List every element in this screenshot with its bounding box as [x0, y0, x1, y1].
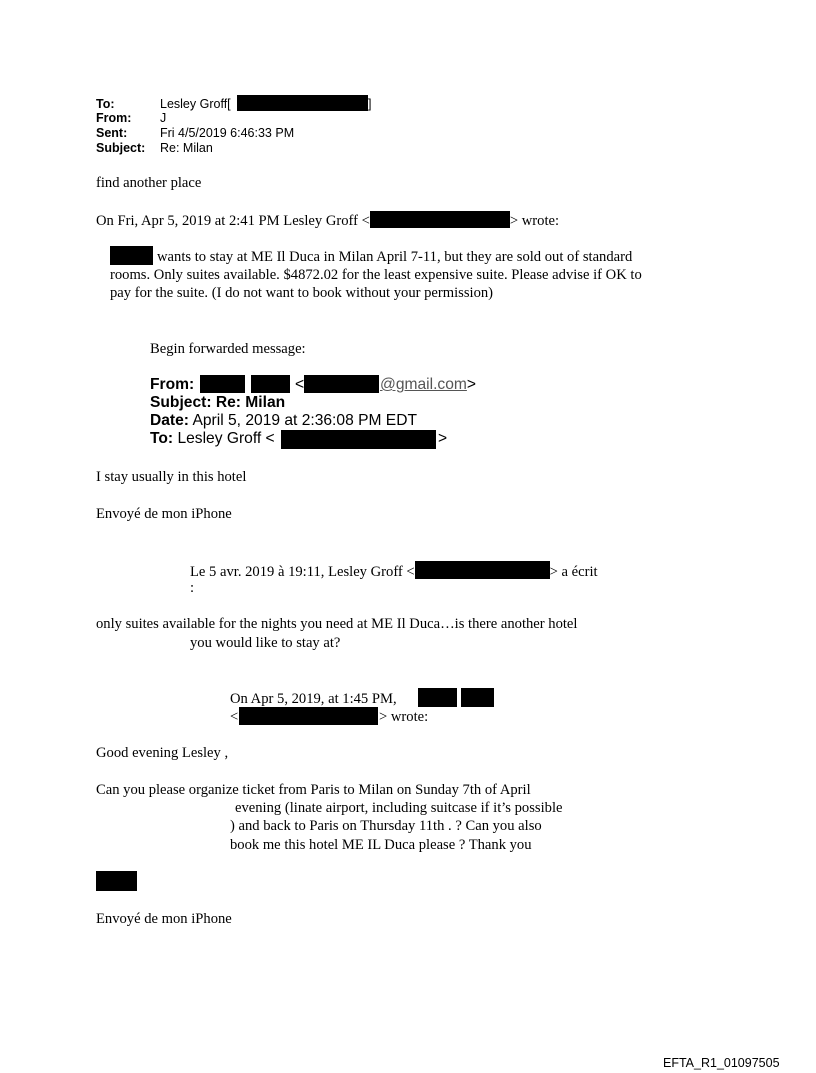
- envoye-2: Envoyé de mon iPhone: [96, 911, 232, 927]
- le5-suffix: > a écrit: [549, 564, 598, 580]
- fw-date-value: April 5, 2019 at 2:36:08 PM EDT: [192, 412, 417, 429]
- fw-to-value: Lesley Groff <: [177, 430, 275, 447]
- redaction-le5-email: [415, 561, 550, 579]
- redaction-name-1: [110, 246, 153, 265]
- fw-to-label: To:: [150, 430, 174, 447]
- bates-number: EFTA_R1_01097505: [663, 1056, 780, 1070]
- redaction-fw-last: [251, 375, 290, 393]
- le5-prefix: Le 5 avr. 2019 à 19:11, Lesley Groff <: [190, 564, 415, 580]
- redaction-sender-last: [461, 688, 494, 707]
- le5-colon: :: [190, 580, 195, 596]
- fw-from-lt: <: [295, 376, 305, 393]
- to-close-bracket: ]: [368, 97, 372, 111]
- subject-label: Subject:: [96, 141, 146, 155]
- from-value: J: [160, 111, 167, 125]
- can-you-2: evening (linate airport, including suitcase if it’s possible: [235, 800, 563, 816]
- reply-text: find another place: [96, 175, 202, 191]
- redaction-signature: [96, 871, 137, 891]
- on-apr5-suffix: > wrote:: [379, 709, 429, 725]
- le5-attribution: [190, 561, 598, 581]
- fw-from-row: [150, 376, 194, 394]
- redaction-to-email: [237, 95, 368, 111]
- sent-label: Sent:: [96, 126, 128, 140]
- only-suites-1: only suites available for the nights you need at ME Il Duca…is there another hotel: [96, 616, 578, 632]
- fw-email-link[interactable]: @gmail.com: [380, 376, 467, 393]
- quote1-prefix: On Fri, Apr 5, 2019 at 2:41 PM Lesley Groff <: [96, 213, 370, 229]
- can-you-3: ) and back to Paris on Thursday 11th . ? Can you also: [230, 818, 542, 834]
- sent-value: Fri 4/5/2019 6:46:33 PM: [160, 126, 295, 140]
- redaction-sender-email: [239, 707, 378, 725]
- fw-subject: [150, 394, 285, 412]
- fw-date-label: Date:: [150, 412, 189, 429]
- redaction-groff-email: [370, 211, 510, 228]
- begin-forwarded: Begin forwarded message:: [150, 341, 306, 357]
- from-label: From:: [96, 111, 132, 125]
- fw-to: [150, 430, 275, 448]
- fw-date: [150, 412, 417, 430]
- quote1-attribution: [96, 211, 559, 230]
- groff-line-2: rooms. Only suites available. $4872.02 for the least expensive suite. Please advise if OK to: [110, 267, 642, 283]
- quote1-suffix: > wrote:: [509, 213, 560, 229]
- envoye-1: Envoyé de mon iPhone: [96, 506, 232, 522]
- redaction-sender-first: [418, 688, 457, 707]
- can-you-1: Can you please organize ticket from Paris to Milan on Sunday 7th of April: [96, 782, 531, 798]
- groff-line-3: pay for the suite. (I do not want to book without your permission): [110, 285, 494, 301]
- good-evening: Good evening Lesley ,: [96, 745, 229, 761]
- on-apr5-line: On Apr 5, 2019, at 1:45 PM,: [230, 691, 397, 707]
- to-value: Lesley Groff[: [160, 97, 231, 111]
- stay-usually: I stay usually in this hotel: [96, 469, 247, 485]
- only-suites-2: you would like to stay at?: [190, 635, 341, 651]
- fw-from-email: [380, 376, 476, 394]
- fw-from-gt: >: [466, 376, 476, 393]
- groff-line-1: wants to stay at ME Il Duca in Milan April 7-11, but they are sold out of standard: [157, 249, 633, 265]
- redaction-fw-to-email: [281, 430, 436, 449]
- redaction-fw-email: [304, 375, 379, 393]
- redaction-fw-first: [200, 375, 245, 393]
- on-apr5-lt: <: [230, 709, 239, 725]
- to-label: To:: [96, 97, 115, 111]
- fw-subject-label: Subject: Re: Milan: [150, 394, 286, 411]
- subject-value: Re: Milan: [160, 141, 213, 155]
- can-you-4: book me this hotel ME IL Duca please ? Thank you: [230, 837, 532, 853]
- fw-to-gt: >: [438, 430, 448, 447]
- fw-from-label: From:: [150, 376, 195, 393]
